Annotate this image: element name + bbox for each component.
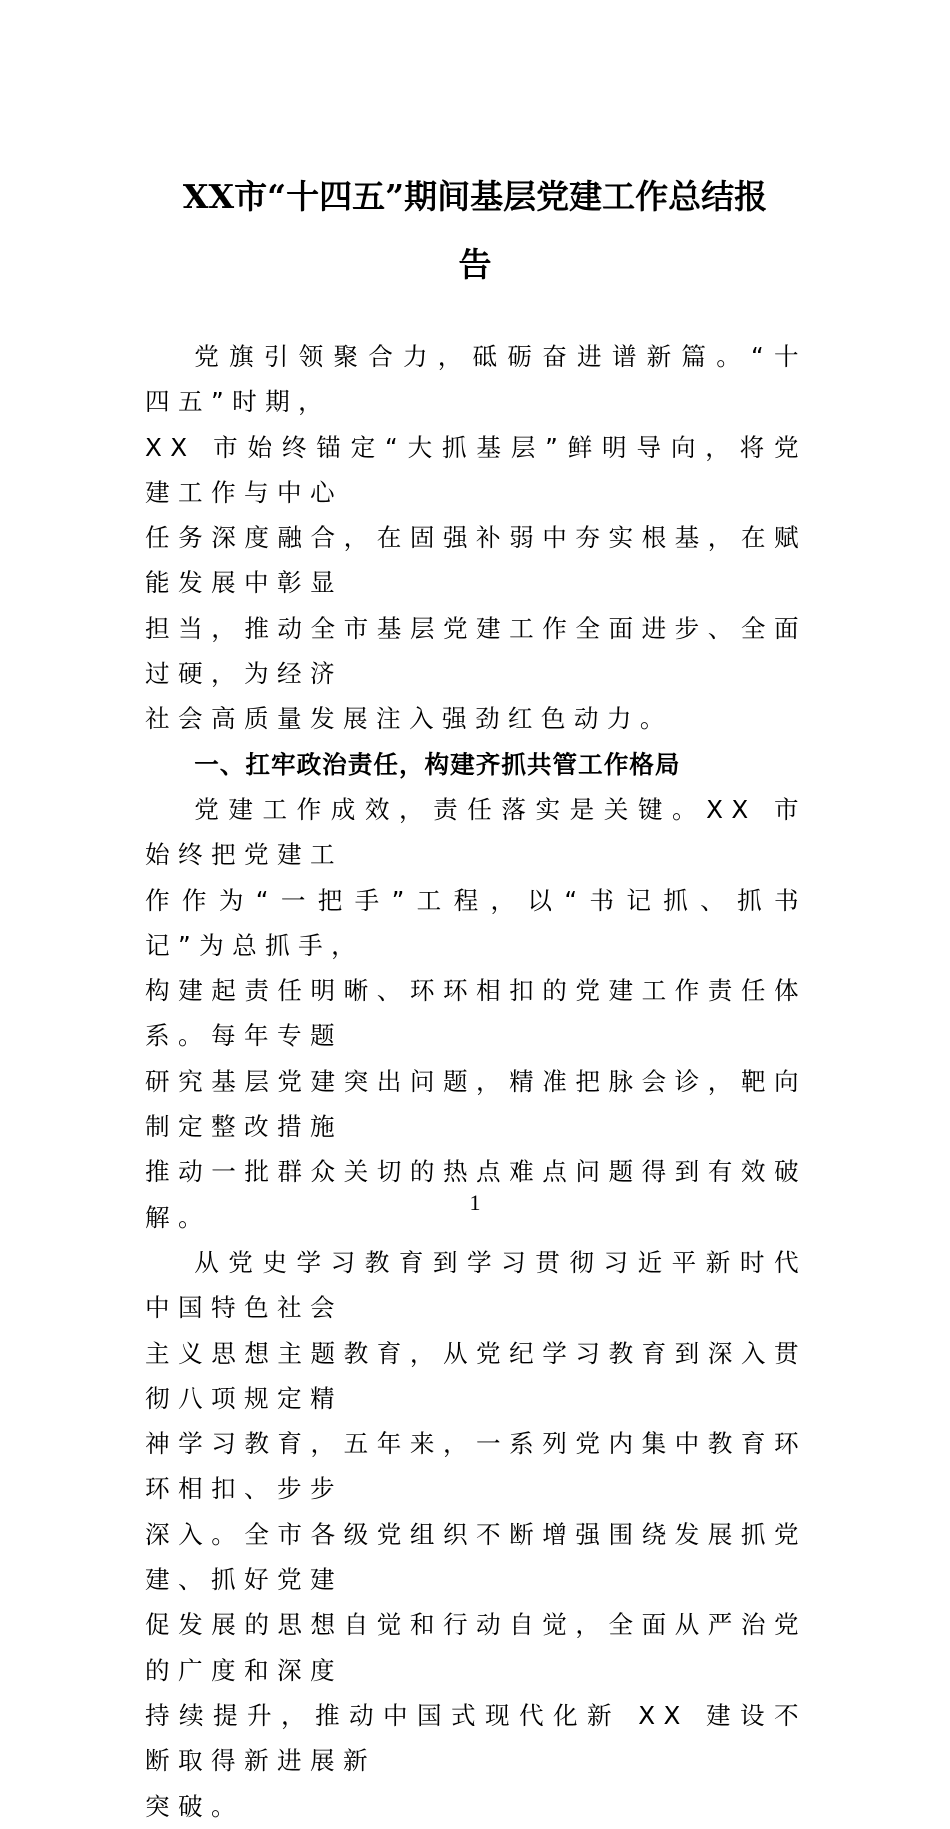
line: 任务深度融合，在固强补弱中夯实根基，在赋能发展中彰显 bbox=[145, 523, 807, 598]
line: 神学习教育，五年来，一系列党内集中教育环环相扣、步步 bbox=[145, 1429, 807, 1504]
line: 担当，推动全市基层党建工作全面进步、全面过硬，为经济 bbox=[145, 613, 807, 689]
document-title bbox=[145, 163, 805, 299]
line: 作作为“一把手”工程，以“书记抓、抓书记”为总抓手， bbox=[145, 885, 807, 960]
title-line-2: 告 bbox=[458, 245, 492, 284]
line: 党旗引领聚合力，砥砺奋进谱新篇。“十四五”时期， bbox=[145, 342, 807, 417]
line: 研究基层党建突出问题，精准把脉会诊，靶向制定整改措施 bbox=[145, 1066, 807, 1142]
line: 突破。 bbox=[145, 1791, 244, 1821]
paragraph-education bbox=[145, 1240, 807, 1829]
line: 党建工作成效，责任落实是关键。XX 市始终把党建工 bbox=[145, 794, 807, 870]
document-body bbox=[145, 334, 807, 1829]
page-number: 1 bbox=[469, 1190, 481, 1215]
line: 构建起责任明晰、环环相扣的党建工作责任体系。每年专题 bbox=[145, 976, 807, 1051]
line: 主义思想主题教育，从党纪学习教育到深入贯彻八项规定精 bbox=[145, 1338, 807, 1413]
paragraph-intro bbox=[145, 334, 807, 742]
line: 持续提升，推动中国式现代化新 XX 建设不断取得新进展新 bbox=[145, 1700, 807, 1776]
line: 社会高质量发展注入强劲红色动力。 bbox=[145, 704, 673, 734]
paragraph-responsibility bbox=[145, 787, 807, 1240]
line: 从党史学习教育到学习贯彻习近平新时代中国特色社会 bbox=[145, 1247, 807, 1323]
line: 深入。全市各级党组织不断增强围绕发展抓党建、抓好党建 bbox=[145, 1519, 807, 1595]
line: XX 市始终锚定“大抓基层”鲜明导向，将党建工作与中心 bbox=[145, 432, 807, 507]
line: 推动一批群众关切的热点难点问题得到有效破解。 bbox=[145, 1157, 807, 1232]
title-line-1: XX市“十四五”期间基层党建工作总结报 bbox=[182, 177, 768, 216]
line: 促发展的思想自觉和行动自觉，全面从严治党的广度和深度 bbox=[145, 1610, 807, 1685]
section-heading-1: 一、扛牢政治责任，构建齐抓共管工作格局 bbox=[194, 749, 681, 779]
